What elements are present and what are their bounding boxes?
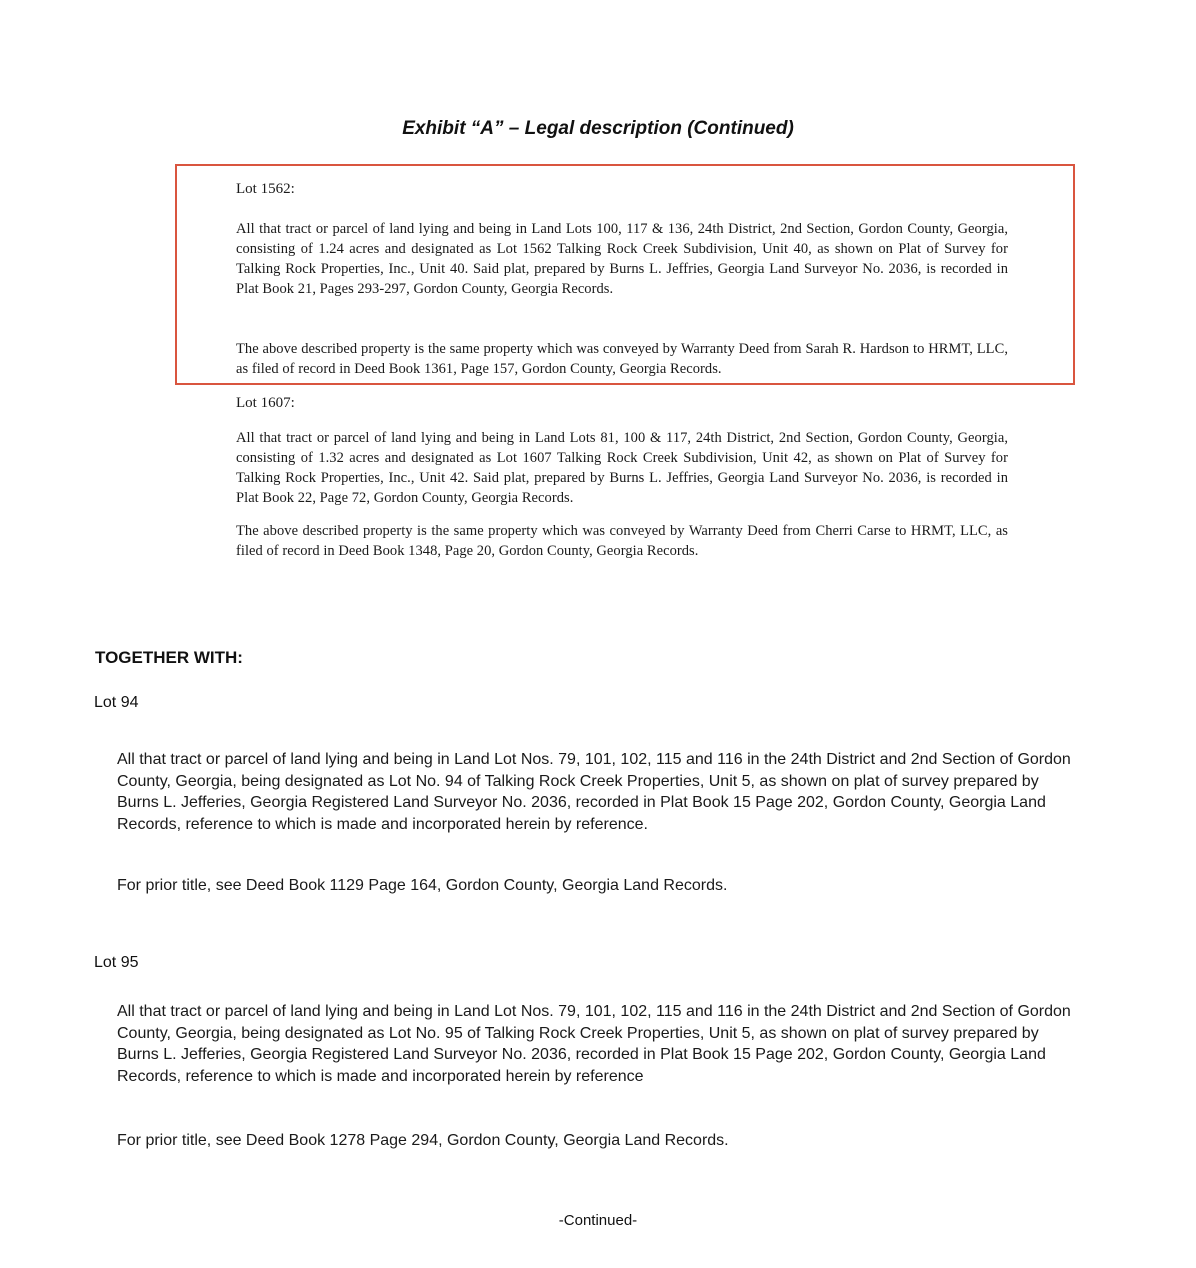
- lot-94-heading: Lot 94: [94, 694, 139, 711]
- lot-94-description: All that tract or parcel of land lying and being in Land Lot Nos. 79, 101, 102, 115 and 116 in the 24th District and 2nd Section of Gordon County, Georgia, being designated as Lot No. 94 of Talking Rock Creek Properties, Unit 5, as shown on plat of survey prepared by Burns L. Jefferies, Georgia Registered Land Surveyor No. 2036, recorded in Plat Book 15 Page 202, Gordon County, Georgia Land Records, reference to which is made and incorporated herein by reference.: [117, 751, 1071, 833]
- lot-1562-conveyance: The above described property is the same property which was conveyed by Warranty Deed from Sarah R. Hardson to HRMT, LLC, as filed of record in Deed Book 1361, Page 157, Gordon County, Georgia Records.: [236, 341, 1008, 377]
- lot-1562-description: All that tract or parcel of land lying and being in Land Lots 100, 117 & 136, 24th District, 2nd Section, Gordon County, Georgia, consisting of 1.24 acres and designated as Lot 1562 Talking Rock Creek Subdivision, Unit 40, as shown on Plat of Survey for Talking Rock Properties, Inc., Unit 40. Said plat, prepared by Burns L. Jeffries, Georgia Land Surveyor No. 2036, is recorded in Plat Book 21, Pages 293-297, Gordon County, Georgia Records.: [236, 221, 1008, 297]
- lot-94-prior-title: For prior title, see Deed Book 1129 Page 164, Gordon County, Georgia Land Records.: [117, 877, 728, 894]
- lot-1607-description: All that tract or parcel of land lying and being in Land Lots 81, 100 & 117, 24th District, 2nd Section, Gordon County, Georgia, consisting of 1.32 acres and designated as Lot 1607 Talking Rock Creek Subdivision, Unit 42, as shown on Plat of Survey for Talking Rock Properties, Inc., Unit 42. Said plat, prepared by Burns L. Jeffries, Georgia Land Surveyor No. 2036, is recorded in Plat Book 22, Page 72, Gordon County, Georgia Records.: [236, 430, 1008, 506]
- lot-95-heading: Lot 95: [94, 954, 139, 971]
- continued-footer: -Continued-: [558, 1212, 638, 1229]
- lot-1607-conveyance: The above described property is the same property which was conveyed by Warranty Deed from Cherri Carse to HRMT, LLC, as filed of record in Deed Book 1348, Page 20, Gordon County, Georgia Records.: [236, 523, 1008, 559]
- lot-95-prior-title: For prior title, see Deed Book 1278 Page 294, Gordon County, Georgia Land Records.: [117, 1132, 729, 1149]
- lot-1562-heading: Lot 1562:: [236, 181, 295, 197]
- page-title: Exhibit “A” – Legal description (Continued): [402, 118, 794, 139]
- lot-1607-heading: Lot 1607:: [236, 395, 295, 411]
- together-with-heading: TOGETHER WITH:: [95, 648, 243, 667]
- lot-95-description: All that tract or parcel of land lying and being in Land Lot Nos. 79, 101, 102, 115 and 116 in the 24th District and 2nd Section of Gordon County, Georgia, being designated as Lot No. 95 of Talking Rock Creek Properties, Unit 5, as shown on plat of survey prepared by Burns L. Jefferies, Georgia Registered Land Surveyor No. 2036, recorded in Plat Book 15 Page 202, Gordon County, Georgia Land Records, reference to which is made and incorporated herein by reference: [117, 1003, 1071, 1085]
